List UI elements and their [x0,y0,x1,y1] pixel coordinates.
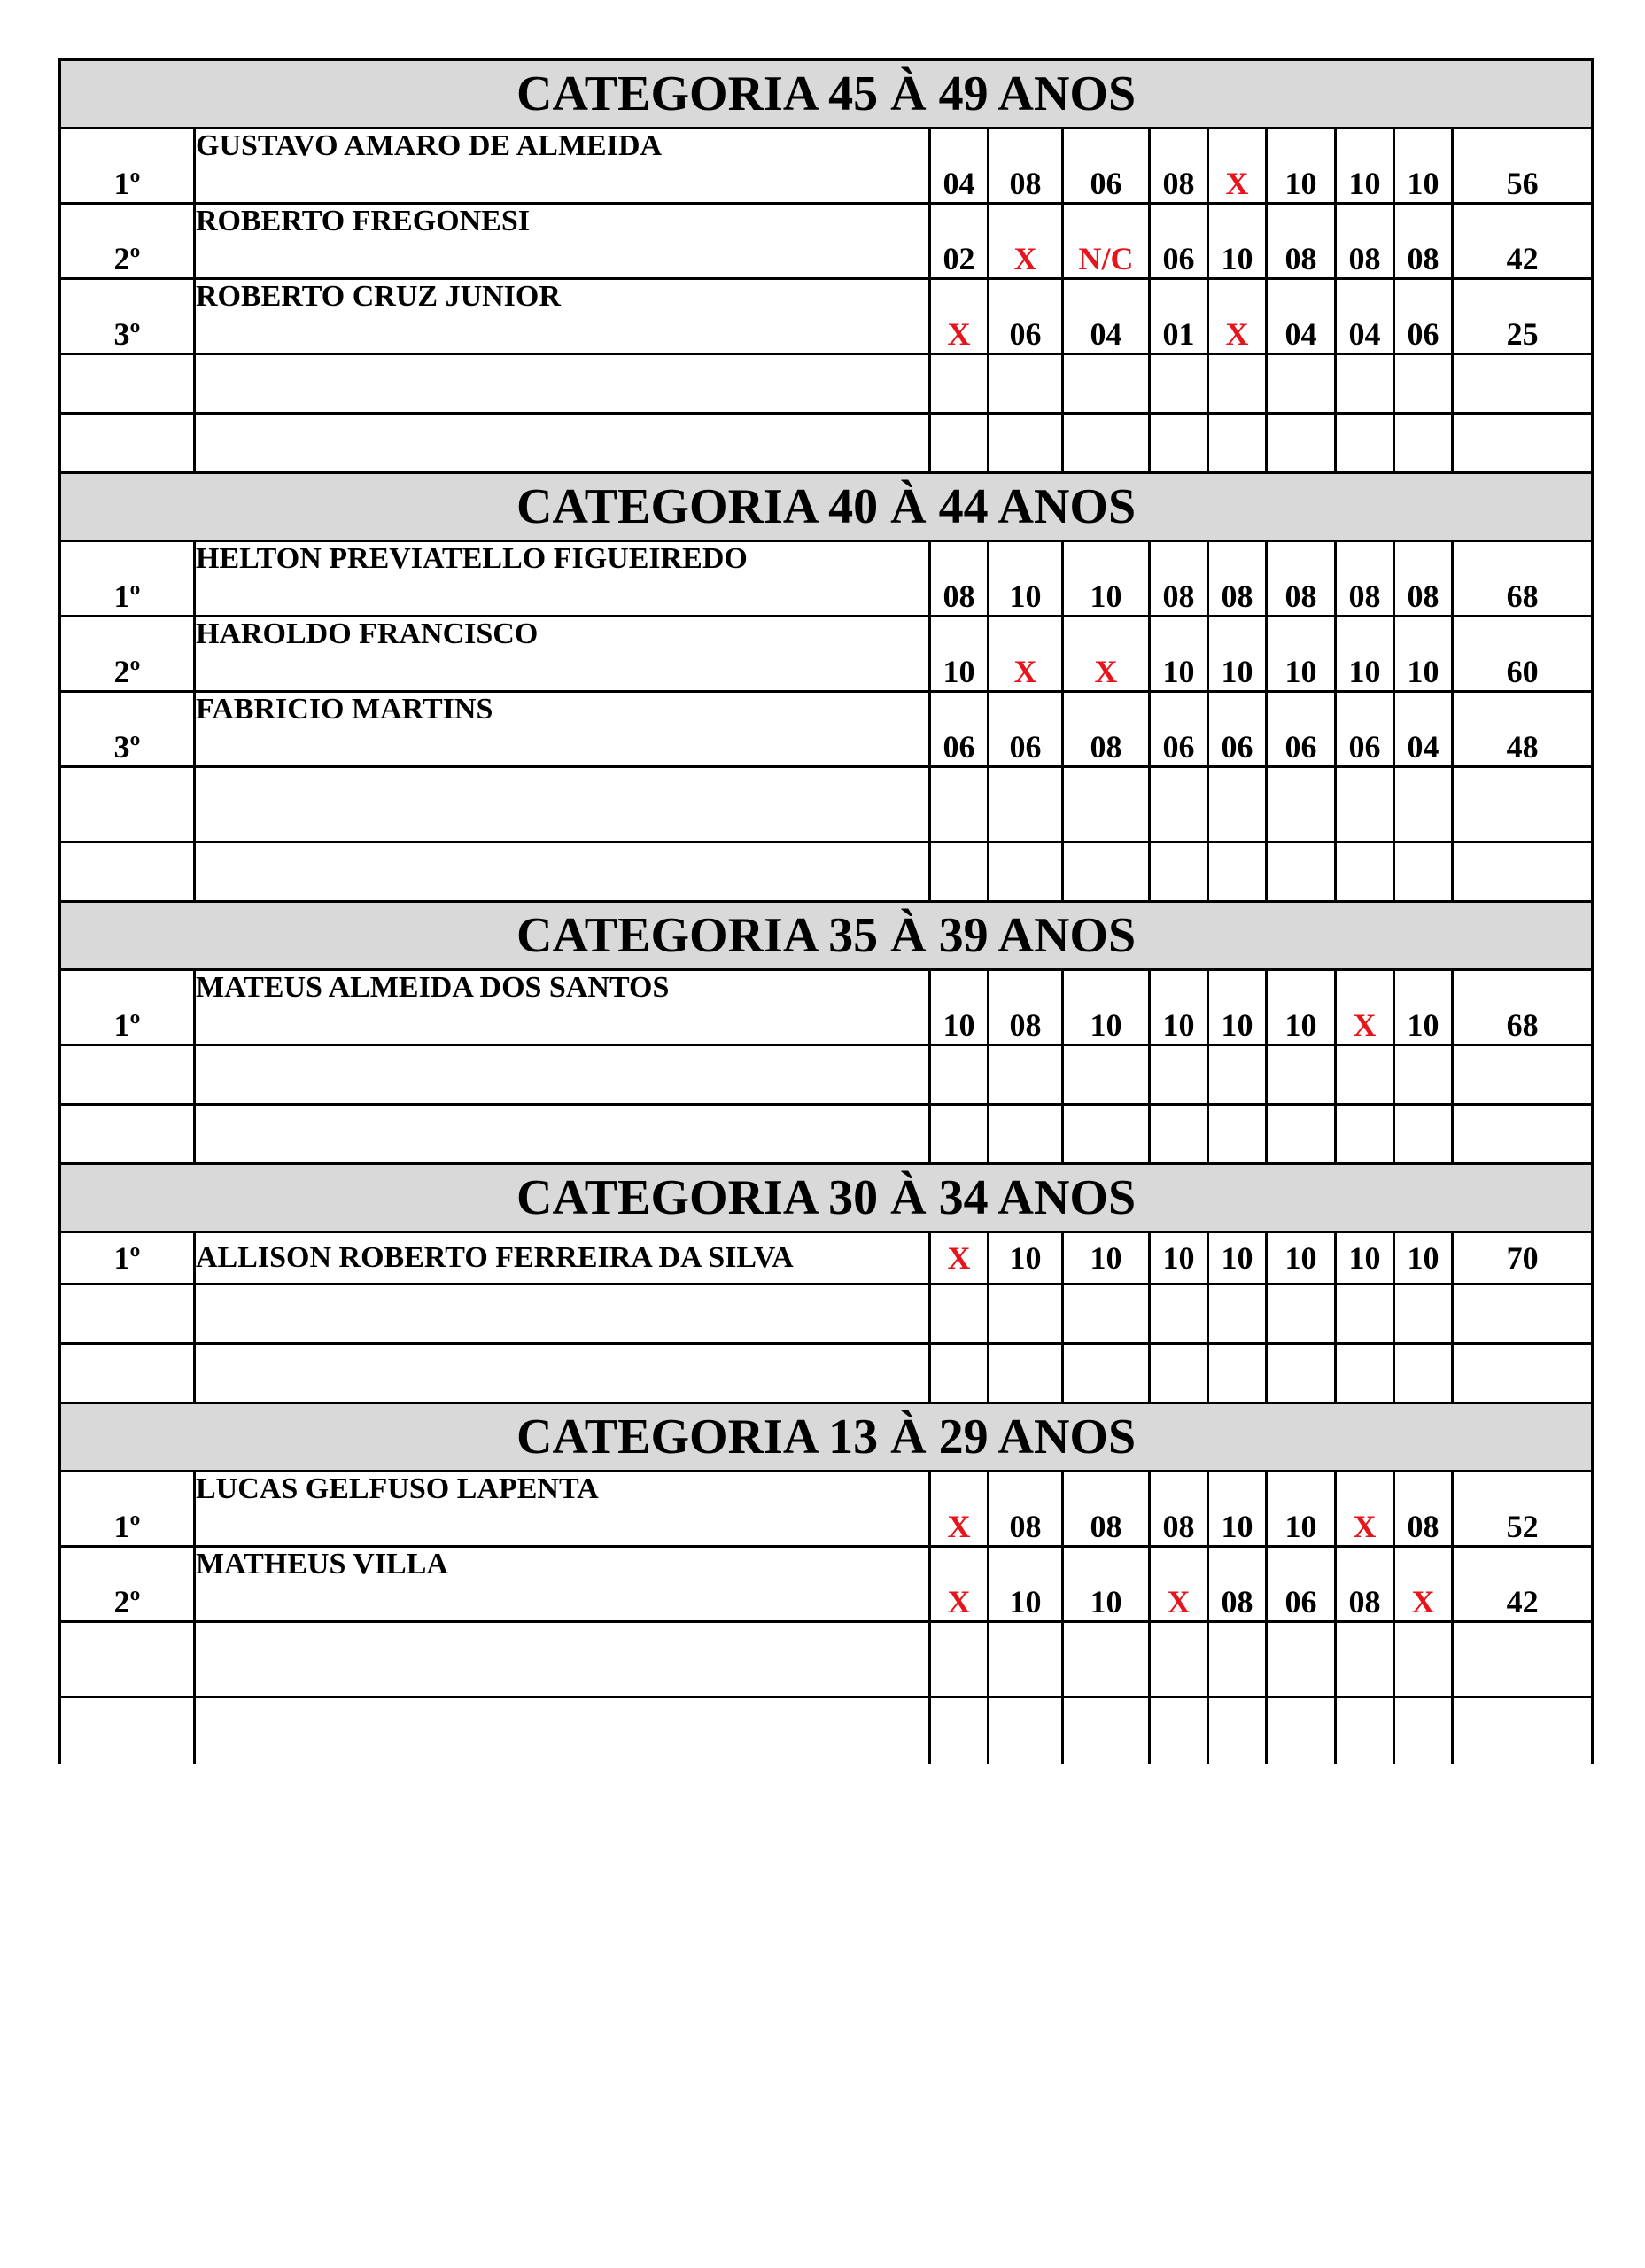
place-cell: 1º [60,1472,195,1547]
score-cell: 02 [930,204,989,279]
score-cell: 06 [1394,279,1453,354]
empty-row [60,354,1593,414]
place-cell: 1º [60,541,195,617]
competitor-name: HAROLDO FRANCISCO [195,617,930,692]
score-cell: X [989,204,1063,279]
empty-cell [930,1344,989,1403]
score-cell: 08 [1394,1472,1453,1547]
score-cell: 06 [1150,204,1208,279]
empty-cell [1063,843,1150,902]
result-row [60,692,1593,767]
score-cell: 06 [1150,692,1208,767]
empty-cell [930,414,989,473]
empty-cell [1336,767,1394,843]
empty-row [60,1622,1593,1697]
empty-cell [60,1105,195,1164]
category-title: CATEGORIA 35 À 39 ANOS [60,902,1593,970]
empty-cell [195,1622,930,1697]
score-cell: 10 [1208,970,1267,1045]
category-title: CATEGORIA 40 À 44 ANOS [60,473,1593,541]
score-cell: 10 [1063,541,1150,617]
empty-cell [1063,1285,1150,1344]
score-cell: 08 [1336,541,1394,617]
result-row [60,617,1593,692]
empty-cell [1208,1285,1267,1344]
total-cell: 42 [1453,1547,1593,1622]
empty-cell [989,1697,1063,1765]
empty-cell [60,1697,195,1765]
empty-cell [1394,1697,1453,1765]
empty-cell [195,843,930,902]
score-cell: X [1208,128,1267,204]
empty-cell [930,1105,989,1164]
total-cell: 56 [1453,128,1593,204]
score-cell: 10 [1394,970,1453,1045]
score-cell: 10 [1336,1232,1394,1285]
score-cell: X [1394,1547,1453,1622]
score-cell: 04 [1267,279,1336,354]
empty-cell [1453,354,1593,414]
empty-cell [1394,1622,1453,1697]
empty-cell [1267,414,1336,473]
score-cell: 08 [989,970,1063,1045]
category-title: CATEGORIA 30 À 34 ANOS [60,1164,1593,1232]
competitor-name: GUSTAVO AMARO DE ALMEIDA [195,128,930,204]
score-cell: 08 [930,541,989,617]
score-cell: 10 [930,617,989,692]
empty-cell [60,1285,195,1344]
score-cell: 06 [1267,692,1336,767]
empty-cell [1336,354,1394,414]
score-cell: 06 [1208,692,1267,767]
category-title: CATEGORIA 13 À 29 ANOS [60,1403,1593,1472]
score-cell: 10 [1267,1232,1336,1285]
score-cell: 04 [1394,692,1453,767]
empty-cell [989,1045,1063,1105]
score-cell: 04 [930,128,989,204]
place-cell: 2º [60,1547,195,1622]
empty-row [60,1344,1593,1403]
empty-cell [1453,1344,1593,1403]
score-cell: 06 [1063,128,1150,204]
place-cell: 3º [60,279,195,354]
empty-cell [1150,1105,1208,1164]
score-cell: 06 [1267,1547,1336,1622]
empty-row [60,767,1593,843]
empty-cell [989,843,1063,902]
score-cell: 08 [1336,1547,1394,1622]
empty-cell [195,1344,930,1403]
score-cell: 10 [989,1547,1063,1622]
empty-cell [1336,1622,1394,1697]
category-header-row [60,1164,1593,1232]
empty-cell [1150,843,1208,902]
empty-cell [195,1285,930,1344]
result-row [60,1472,1593,1547]
score-cell: 06 [989,279,1063,354]
empty-cell [930,1045,989,1105]
score-cell: 08 [989,1472,1063,1547]
score-cell: 10 [1394,128,1453,204]
empty-cell [1063,1105,1150,1164]
place-cell: 1º [60,970,195,1045]
score-cell: 08 [1063,1472,1150,1547]
result-row [60,1547,1593,1622]
score-cell: 10 [1208,1232,1267,1285]
score-cell: 08 [1394,204,1453,279]
empty-cell [930,843,989,902]
result-row [60,1232,1593,1285]
empty-cell [1453,414,1593,473]
score-cell: 08 [1150,541,1208,617]
competitor-name: MATHEUS VILLA [195,1547,930,1622]
empty-row [60,1045,1593,1105]
score-cell: 10 [1208,617,1267,692]
score-cell: 10 [1150,617,1208,692]
score-cell: 10 [1150,1232,1208,1285]
empty-cell [60,767,195,843]
empty-row [60,414,1593,473]
empty-cell [1208,354,1267,414]
empty-cell [195,354,930,414]
score-cell: 04 [1063,279,1150,354]
empty-cell [1394,1344,1453,1403]
empty-cell [989,1622,1063,1697]
empty-row [60,1285,1593,1344]
empty-cell [989,1285,1063,1344]
empty-cell [989,354,1063,414]
score-cell: 10 [1336,617,1394,692]
score-cell: 08 [989,128,1063,204]
total-cell: 48 [1453,692,1593,767]
score-cell: 10 [1394,1232,1453,1285]
result-row [60,128,1593,204]
empty-cell [195,1105,930,1164]
empty-cell [1267,1622,1336,1697]
score-cell: 10 [989,541,1063,617]
total-cell: 52 [1453,1472,1593,1547]
score-cell: 06 [930,692,989,767]
empty-cell [989,767,1063,843]
empty-cell [60,1045,195,1105]
empty-cell [1267,1344,1336,1403]
empty-cell [1208,1045,1267,1105]
empty-cell [1394,1285,1453,1344]
score-cell: 08 [1208,1547,1267,1622]
empty-cell [1453,843,1593,902]
empty-cell [1453,1697,1593,1765]
empty-cell [1063,1697,1150,1765]
empty-cell [930,1622,989,1697]
empty-cell [989,1105,1063,1164]
empty-cell [1063,767,1150,843]
empty-cell [1394,354,1453,414]
total-cell: 68 [1453,541,1593,617]
empty-cell [1063,1622,1150,1697]
score-cell: 10 [1267,970,1336,1045]
score-cell: X [1336,1472,1394,1547]
score-cell: X [1150,1547,1208,1622]
empty-cell [1267,354,1336,414]
competitor-name: ROBERTO CRUZ JUNIOR [195,279,930,354]
empty-cell [930,1697,989,1765]
empty-cell [1453,1105,1593,1164]
score-cell: X [930,1547,989,1622]
result-row [60,970,1593,1045]
score-cell: X [930,1472,989,1547]
empty-cell [1453,767,1593,843]
empty-cell [1150,1697,1208,1765]
empty-cell [1267,843,1336,902]
score-cell: 10 [1267,1472,1336,1547]
score-cell: N/C [1063,204,1150,279]
empty-cell [1394,1045,1453,1105]
results-table [58,58,1594,1764]
empty-cell [930,354,989,414]
score-cell: 10 [1267,617,1336,692]
empty-cell [1150,354,1208,414]
score-cell: 10 [1208,204,1267,279]
empty-cell [1394,843,1453,902]
result-row [60,204,1593,279]
score-cell: 10 [989,1232,1063,1285]
empty-cell [60,354,195,414]
empty-cell [1150,1622,1208,1697]
empty-row [60,1697,1593,1765]
category-header-row [60,1403,1593,1472]
empty-cell [1267,1045,1336,1105]
empty-cell [1150,1344,1208,1403]
empty-cell [195,767,930,843]
place-cell: 2º [60,617,195,692]
category-title: CATEGORIA 45 À 49 ANOS [60,60,1593,128]
score-cell: 08 [1267,541,1336,617]
score-cell: 08 [1063,692,1150,767]
empty-cell [1208,1622,1267,1697]
empty-cell [1063,1045,1150,1105]
empty-row [60,1105,1593,1164]
total-cell: 70 [1453,1232,1593,1285]
score-cell: X [930,279,989,354]
empty-cell [1394,414,1453,473]
empty-cell [1208,1105,1267,1164]
empty-cell [1394,1105,1453,1164]
score-cell: 08 [1394,541,1453,617]
empty-cell [1336,1045,1394,1105]
competitor-name: FABRICIO MARTINS [195,692,930,767]
category-header-row [60,60,1593,128]
total-cell: 68 [1453,970,1593,1045]
empty-cell [1336,1285,1394,1344]
empty-cell [60,1622,195,1697]
empty-cell [1267,767,1336,843]
competitor-name: LUCAS GELFUSO LAPENTA [195,1472,930,1547]
empty-cell [1267,1697,1336,1765]
score-cell: 06 [989,692,1063,767]
score-cell: 08 [1150,1472,1208,1547]
competitor-name: ROBERTO FREGONESI [195,204,930,279]
score-cell: 08 [1267,204,1336,279]
empty-cell [1063,354,1150,414]
place-cell: 1º [60,1232,195,1285]
empty-cell [1394,767,1453,843]
score-cell: 10 [1063,1232,1150,1285]
empty-cell [195,1697,930,1765]
empty-cell [1453,1285,1593,1344]
result-row [60,541,1593,617]
empty-cell [1150,1285,1208,1344]
empty-cell [1336,1697,1394,1765]
score-cell: 06 [1336,692,1394,767]
result-row [60,279,1593,354]
empty-cell [60,1344,195,1403]
score-cell: X [1336,970,1394,1045]
place-cell: 3º [60,692,195,767]
empty-cell [1336,414,1394,473]
competitor-name: ALLISON ROBERTO FERREIRA DA SILVA [195,1232,930,1285]
score-cell: 08 [1150,128,1208,204]
score-cell: 10 [1208,1472,1267,1547]
score-cell: 10 [1063,970,1150,1045]
total-cell: 25 [1453,279,1593,354]
empty-cell [1453,1622,1593,1697]
empty-cell [1453,1045,1593,1105]
total-cell: 60 [1453,617,1593,692]
place-cell: 1º [60,128,195,204]
empty-cell [60,414,195,473]
score-cell: X [930,1232,989,1285]
category-header-row [60,473,1593,541]
empty-cell [1208,843,1267,902]
total-cell: 42 [1453,204,1593,279]
empty-cell [195,414,930,473]
empty-cell [1336,843,1394,902]
empty-cell [195,1045,930,1105]
empty-cell [1208,1697,1267,1765]
score-cell: 08 [1208,541,1267,617]
empty-cell [1063,1344,1150,1403]
empty-cell [930,1285,989,1344]
score-cell: 08 [1336,204,1394,279]
competitor-name: HELTON PREVIATELLO FIGUEIREDO [195,541,930,617]
competitor-name: MATEUS ALMEIDA DOS SANTOS [195,970,930,1045]
score-cell: X [1063,617,1150,692]
empty-cell [1336,1105,1394,1164]
empty-cell [1336,1344,1394,1403]
empty-cell [1150,414,1208,473]
empty-cell [60,843,195,902]
score-cell: X [989,617,1063,692]
place-cell: 2º [60,204,195,279]
empty-cell [1208,414,1267,473]
category-header-row [60,902,1593,970]
empty-cell [930,767,989,843]
empty-cell [989,1344,1063,1403]
empty-cell [1267,1105,1336,1164]
score-cell: 04 [1336,279,1394,354]
score-cell: 10 [1267,128,1336,204]
empty-cell [1208,767,1267,843]
score-cell: 10 [1336,128,1394,204]
empty-cell [1150,767,1208,843]
empty-cell [1208,1344,1267,1403]
score-cell: 10 [1394,617,1453,692]
empty-cell [1267,1285,1336,1344]
score-cell: X [1208,279,1267,354]
score-cell: 10 [930,970,989,1045]
results-sheet [58,58,1591,1764]
empty-row [60,843,1593,902]
score-cell: 10 [1063,1547,1150,1622]
score-cell: 01 [1150,279,1208,354]
empty-cell [1063,414,1150,473]
empty-cell [989,414,1063,473]
score-cell: 10 [1150,970,1208,1045]
empty-cell [1150,1045,1208,1105]
